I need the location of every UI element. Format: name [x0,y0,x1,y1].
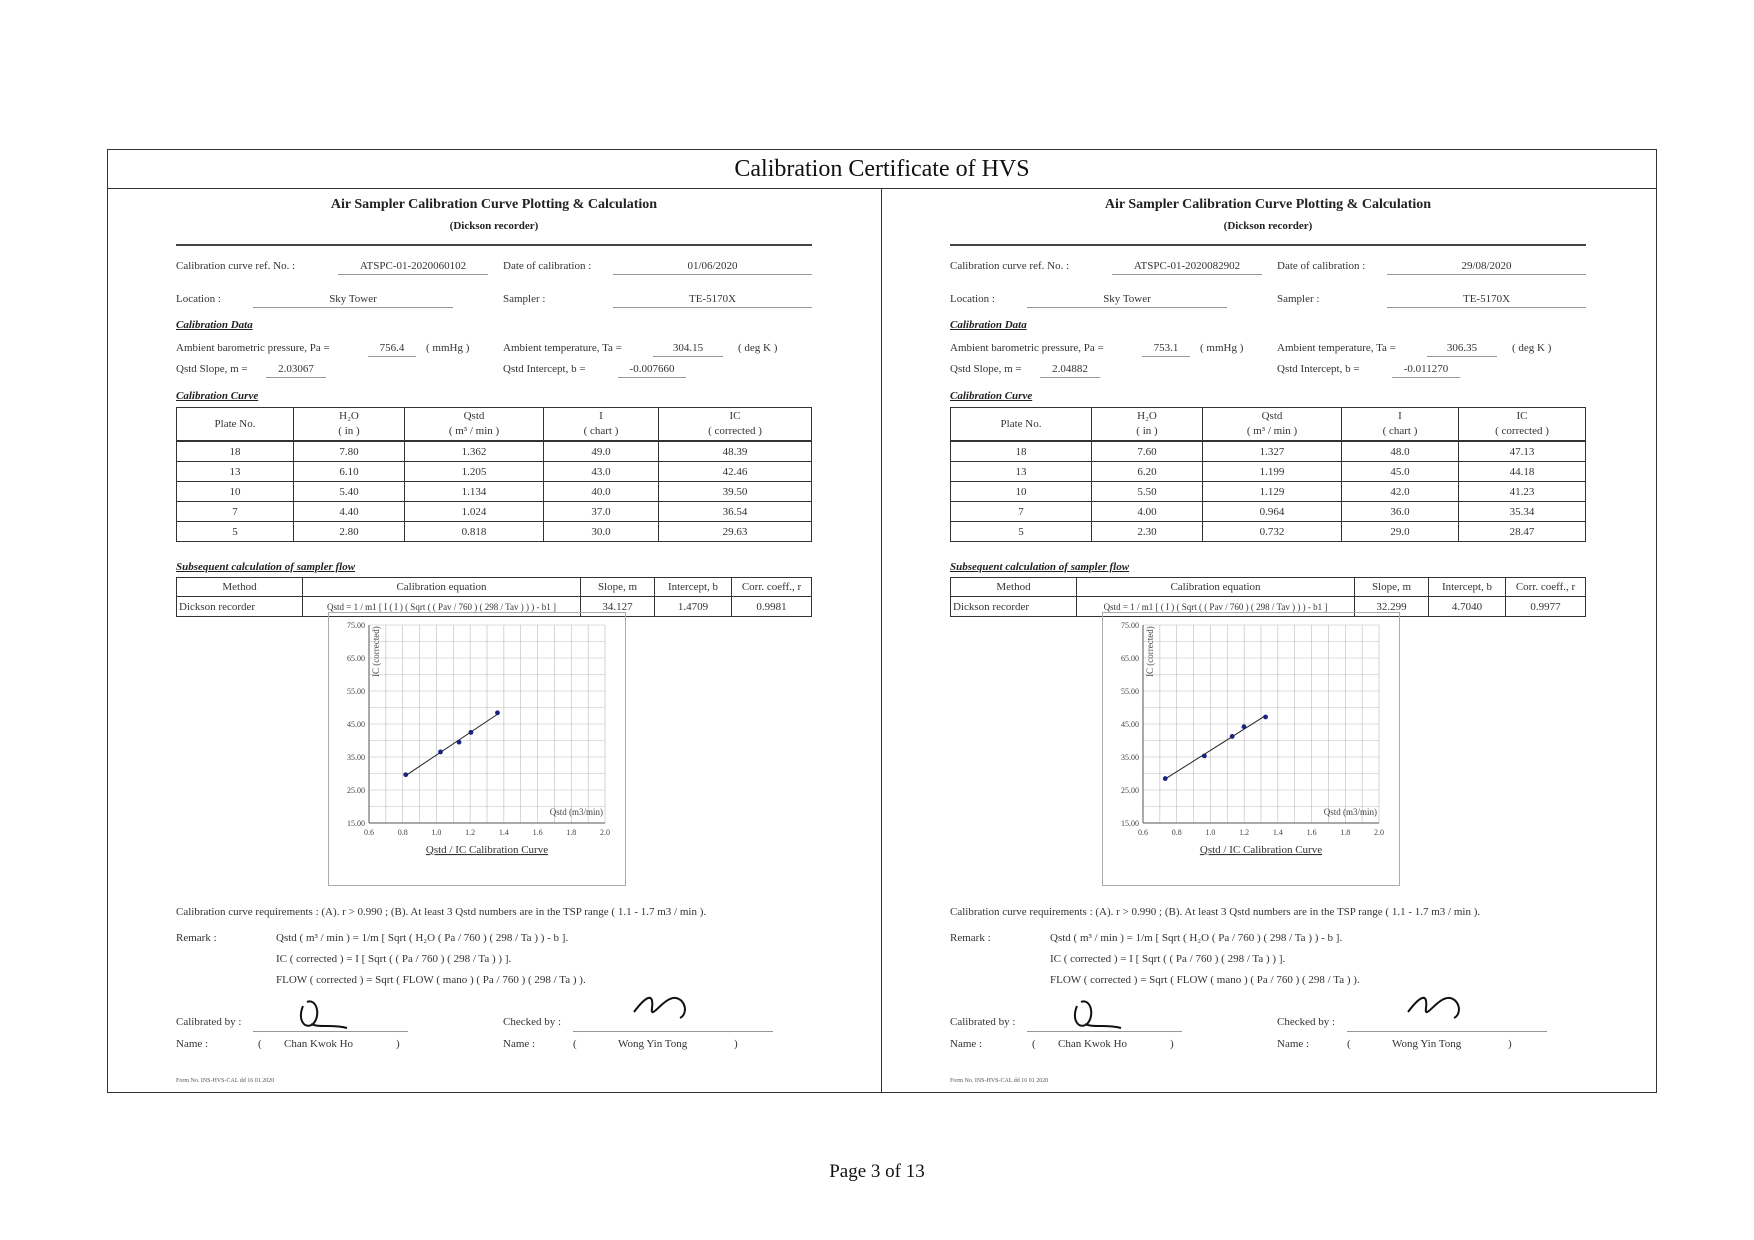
date-label: Date of calibration : [1277,260,1366,272]
ref-no-label: Calibration curve ref. No. : [950,260,1070,272]
table-row: 5 2.80 0.818 30.0 29.63 [177,522,812,542]
data-point [438,750,443,755]
certificate-frame [107,149,1657,1093]
y-tick-label: 25.00 [347,786,365,795]
y-tick-label: 65.00 [1121,654,1139,663]
slope-label: Qstd Slope, m = [950,363,1022,375]
date-label: Date of calibration : [503,260,592,272]
remark-label: Remark : [176,932,217,944]
ref-no-value: ATSPC-01-2020082902 [1112,260,1262,275]
y-tick-label: 35.00 [347,753,365,762]
x-tick-label: 2.0 [600,828,610,837]
calibrated-signature [1067,994,1147,1034]
checked-signature [628,988,708,1028]
pressure-label: Ambient barometric pressure, Pa = [176,342,330,354]
header-corr: Corr. coeff., r [1506,578,1586,597]
table-row: 10 5.40 1.134 40.0 39.50 [177,482,812,502]
x-tick-label: 0.8 [397,828,408,837]
calibrated-name: Chan Kwok Ho [1058,1038,1128,1050]
header-corr: Corr. coeff., r [732,578,812,597]
x-tick-label: 1.8 [566,828,577,837]
x-tick-label: 1.4 [498,828,509,837]
requirements-text: Calibration curve requirements : (A). r > 0.990 ; (B). At least 3 Qstd numbers are in the TSP range ( 1.1 - 1.7 m3 / min ). [176,906,707,918]
x-axis-label: Qstd (m3/min) [549,807,603,817]
y-tick-label: 45.00 [347,720,365,729]
certificate-title: Calibration Certificate of HVS [108,150,1656,189]
calibration-panel-august [882,188,1655,1092]
y-axis-label: IC (corrected) [371,626,381,677]
calibrated-signature [293,994,373,1034]
x-tick-label: 1.6 [1306,828,1317,837]
sampler-label: Sampler : [503,293,546,305]
header-ic: IC ( corrected ) [659,408,812,442]
temperature-value: 304.15 [653,342,723,357]
paren-open: ( [1347,1038,1351,1050]
header-slope: Slope, m [581,578,655,597]
chart-svg [1103,613,1399,885]
x-tick-label: 0.6 [364,828,374,837]
table-row: 10 5.50 1.129 42.0 41.23 [951,482,1586,502]
data-point [1202,753,1207,758]
paren-open: ( [1032,1038,1036,1050]
temperature-unit: ( deg K ) [738,342,778,354]
slope-label: Qstd Slope, m = [176,363,248,375]
intercept-label: Qstd Intercept, b = [503,363,586,375]
y-tick-label: 65.00 [347,654,365,663]
intercept-value: -0.007660 [618,363,686,378]
calibration-panel-june [108,188,881,1092]
checked-signature [1402,988,1482,1028]
location-value: Sky Tower [1027,293,1227,308]
form-number: Form No. INS-HVS-CAL dd 16 01 2020 [176,1078,275,1084]
calibrated-name: Chan Kwok Ho [284,1038,354,1050]
paren-close: ) [734,1038,738,1050]
y-tick-label: 35.00 [1121,753,1139,762]
checked-signature-line [573,1030,773,1032]
form-number: Form No. INS-HVS-CAL dd 16 01 2020 [950,1078,1049,1084]
x-tick-label: 1.2 [465,828,476,837]
name-label-calibrated: Name : [950,1038,983,1050]
chart-svg [329,613,625,885]
location-label: Location : [176,293,221,305]
pressure-label: Ambient barometric pressure, Pa = [950,342,1104,354]
date-value: 01/06/2020 [613,260,812,275]
slope-value: 2.04882 [1040,363,1100,378]
paren-open: ( [258,1038,262,1050]
sampler-value: TE-5170X [1387,293,1586,308]
header-rule [176,244,812,246]
method-table [176,577,812,617]
paren-close: ) [1508,1038,1512,1050]
remark-line-2: IC ( corrected ) = I [ Sqrt ( ( Pa / 760 ) ( 298 / Ta ) ) ]. [1050,953,1286,965]
pressure-unit: ( mmHg ) [1200,342,1244,354]
header-qstd: Qstd ( m³ / min ) [405,408,544,442]
intercept-label: Qstd Intercept, b = [1277,363,1360,375]
subsequent-heading: Subsequent calculation of sampler flow [176,561,356,573]
checked-by-label: Checked by : [503,1016,562,1028]
header-equation: Calibration equation [303,578,581,597]
header-rule [950,244,1586,246]
calibration-curve-heading: Calibration Curve [176,390,259,402]
header-method: Method [177,578,303,597]
header-i: I ( chart ) [544,408,659,442]
remark-line-3: FLOW ( corrected ) = Sqrt ( FLOW ( mano ) ( Pa / 760 ) ( 298 / Ta ) ). [1050,974,1360,986]
y-tick-label: 45.00 [1121,720,1139,729]
table-row: 18 7.60 1.327 48.0 47.13 [951,441,1586,462]
subsequent-heading: Subsequent calculation of sampler flow [950,561,1130,573]
calibration-data-heading: Calibration Data [950,319,1027,331]
y-tick-label: 15.00 [1121,819,1139,828]
temperature-label: Ambient temperature, Ta = [503,342,622,354]
ref-no-label: Calibration curve ref. No. : [176,260,296,272]
data-point [403,772,408,777]
data-point [1163,776,1168,781]
table-row: 13 6.10 1.205 43.0 42.46 [177,462,812,482]
slope-value: 2.03067 [266,363,326,378]
method-table [950,577,1586,617]
checked-name: Wong Yin Tong [1392,1038,1462,1050]
x-tick-label: 2.0 [1374,828,1384,837]
x-tick-label: 1.0 [431,828,442,837]
header-ic: IC ( corrected ) [1459,408,1586,442]
calibrated-by-label: Calibrated by : [950,1016,1016,1028]
checked-signature-line [1347,1030,1547,1032]
data-point [469,730,474,735]
table-row: Dickson recorder Qstd = 1 / m1 [ ( I ) ( Sqrt ( ( Pav / 760 ) ( 298 / Tav ) ) ) - b1 ] 32.299 4.7040 0.9977 [951,597,1586,617]
temperature-label: Ambient temperature, Ta = [1277,342,1396,354]
header-h2o: H₂O ( in ) [1092,408,1203,442]
paren-open: ( [573,1038,577,1050]
ref-no-value: ATSPC-01-2020060102 [338,260,488,275]
calibration-data-heading: Calibration Data [176,319,253,331]
trend-line [1165,716,1265,779]
y-axis-label: IC (corrected) [1145,626,1155,677]
calibration-chart-june [328,612,626,886]
calibrated-by-label: Calibrated by : [176,1016,242,1028]
checked-by-label: Checked by : [1277,1016,1336,1028]
date-value: 29/08/2020 [1387,260,1586,275]
header-plate: Plate No. [951,408,1092,442]
header-plate: Plate No. [177,408,294,442]
header-qstd: Qstd ( m³ / min ) [1203,408,1342,442]
x-tick-label: 0.6 [1138,828,1148,837]
pressure-value: 756.4 [368,342,416,357]
name-label-calibrated: Name : [176,1038,209,1050]
temperature-unit: ( deg K ) [1512,342,1552,354]
chart-caption: Qstd / IC Calibration Curve [1199,844,1323,856]
remark-line-3: FLOW ( corrected ) = Sqrt ( FLOW ( mano ) ( Pa / 760 ) ( 298 / Ta ) ). [276,974,586,986]
y-tick-label: 55.00 [347,687,365,696]
panel-title: Air Sampler Calibration Curve Plotting & Calculation [1104,197,1432,212]
pressure-unit: ( mmHg ) [426,342,470,354]
name-label-checked: Name : [1277,1038,1310,1050]
x-tick-label: 1.0 [1205,828,1216,837]
table-row: 18 7.80 1.362 49.0 48.39 [177,441,812,462]
paren-close: ) [1170,1038,1174,1050]
x-tick-label: 1.8 [1340,828,1351,837]
data-point [1242,724,1247,729]
calibration-table [950,407,1586,542]
chart-caption: Qstd / IC Calibration Curve [425,844,549,856]
table-row: 7 4.40 1.024 37.0 36.54 [177,502,812,522]
intercept-value: -0.011270 [1392,363,1460,378]
calibration-chart-august [1102,612,1400,886]
x-tick-label: 1.4 [1272,828,1283,837]
header-slope: Slope, m [1355,578,1429,597]
panel-subtitle: (Dickson recorder) [449,220,539,232]
header-h2o: H₂O ( in ) [294,408,405,442]
data-point [457,740,462,745]
remark-line-2: IC ( corrected ) = I [ Sqrt ( ( Pa / 760 ) ( 298 / Ta ) ) ]. [276,953,512,965]
x-tick-label: 1.6 [532,828,543,837]
location-value: Sky Tower [253,293,453,308]
y-tick-label: 55.00 [1121,687,1139,696]
temperature-value: 306.35 [1427,342,1497,357]
table-row: Dickson recorder Qstd = 1 / m1 [ I ( I ) ( Sqrt ( ( Pav / 760 ) ( 298 / Tav ) ) ) - b1 ] 34.127 1.4709 0.9981 [177,597,812,617]
data-point [1230,734,1235,739]
x-tick-label: 0.8 [1171,828,1182,837]
remark-label: Remark : [950,932,991,944]
y-tick-label: 25.00 [1121,786,1139,795]
calibration-curve-heading: Calibration Curve [950,390,1033,402]
panel-subtitle: (Dickson recorder) [1223,220,1313,232]
table-row: 5 2.30 0.732 29.0 28.47 [951,522,1586,542]
header-method: Method [951,578,1077,597]
header-intercept: Intercept, b [1429,578,1506,597]
y-tick-label: 15.00 [347,819,365,828]
y-tick-label: 75.00 [347,621,365,630]
page-number: Page 3 of 13 [829,1161,925,1182]
data-point [495,710,500,715]
remark-line-1: Qstd ( m³ / min ) = 1/m [ Sqrt ( H₂O ( Pa / 760 ) ( 298 / Ta ) ) - b ]. [1050,932,1343,944]
table-row: 13 6.20 1.199 45.0 44.18 [951,462,1586,482]
data-point [1263,715,1268,720]
header-intercept: Intercept, b [655,578,732,597]
location-label: Location : [950,293,995,305]
header-i: I ( chart ) [1342,408,1459,442]
x-axis-label: Qstd (m3/min) [1323,807,1377,817]
remark-line-1: Qstd ( m³ / min ) = 1/m [ Sqrt ( H₂O ( Pa / 760 ) ( 298 / Ta ) ) - b ]. [276,932,569,944]
paren-close: ) [396,1038,400,1050]
name-label-checked: Name : [503,1038,536,1050]
sampler-value: TE-5170X [613,293,812,308]
requirements-text: Calibration curve requirements : (A). r > 0.990 ; (B). At least 3 Qstd numbers are in the TSP range ( 1.1 - 1.7 m3 / min ). [950,906,1481,918]
pressure-value: 753.1 [1142,342,1190,357]
x-tick-label: 1.2 [1239,828,1250,837]
checked-name: Wong Yin Tong [618,1038,688,1050]
panel-title: Air Sampler Calibration Curve Plotting & Calculation [330,197,658,212]
y-tick-label: 75.00 [1121,621,1139,630]
header-equation: Calibration equation [1077,578,1355,597]
sampler-label: Sampler : [1277,293,1320,305]
calibration-table [176,407,812,542]
table-row: 7 4.00 0.964 36.0 35.34 [951,502,1586,522]
